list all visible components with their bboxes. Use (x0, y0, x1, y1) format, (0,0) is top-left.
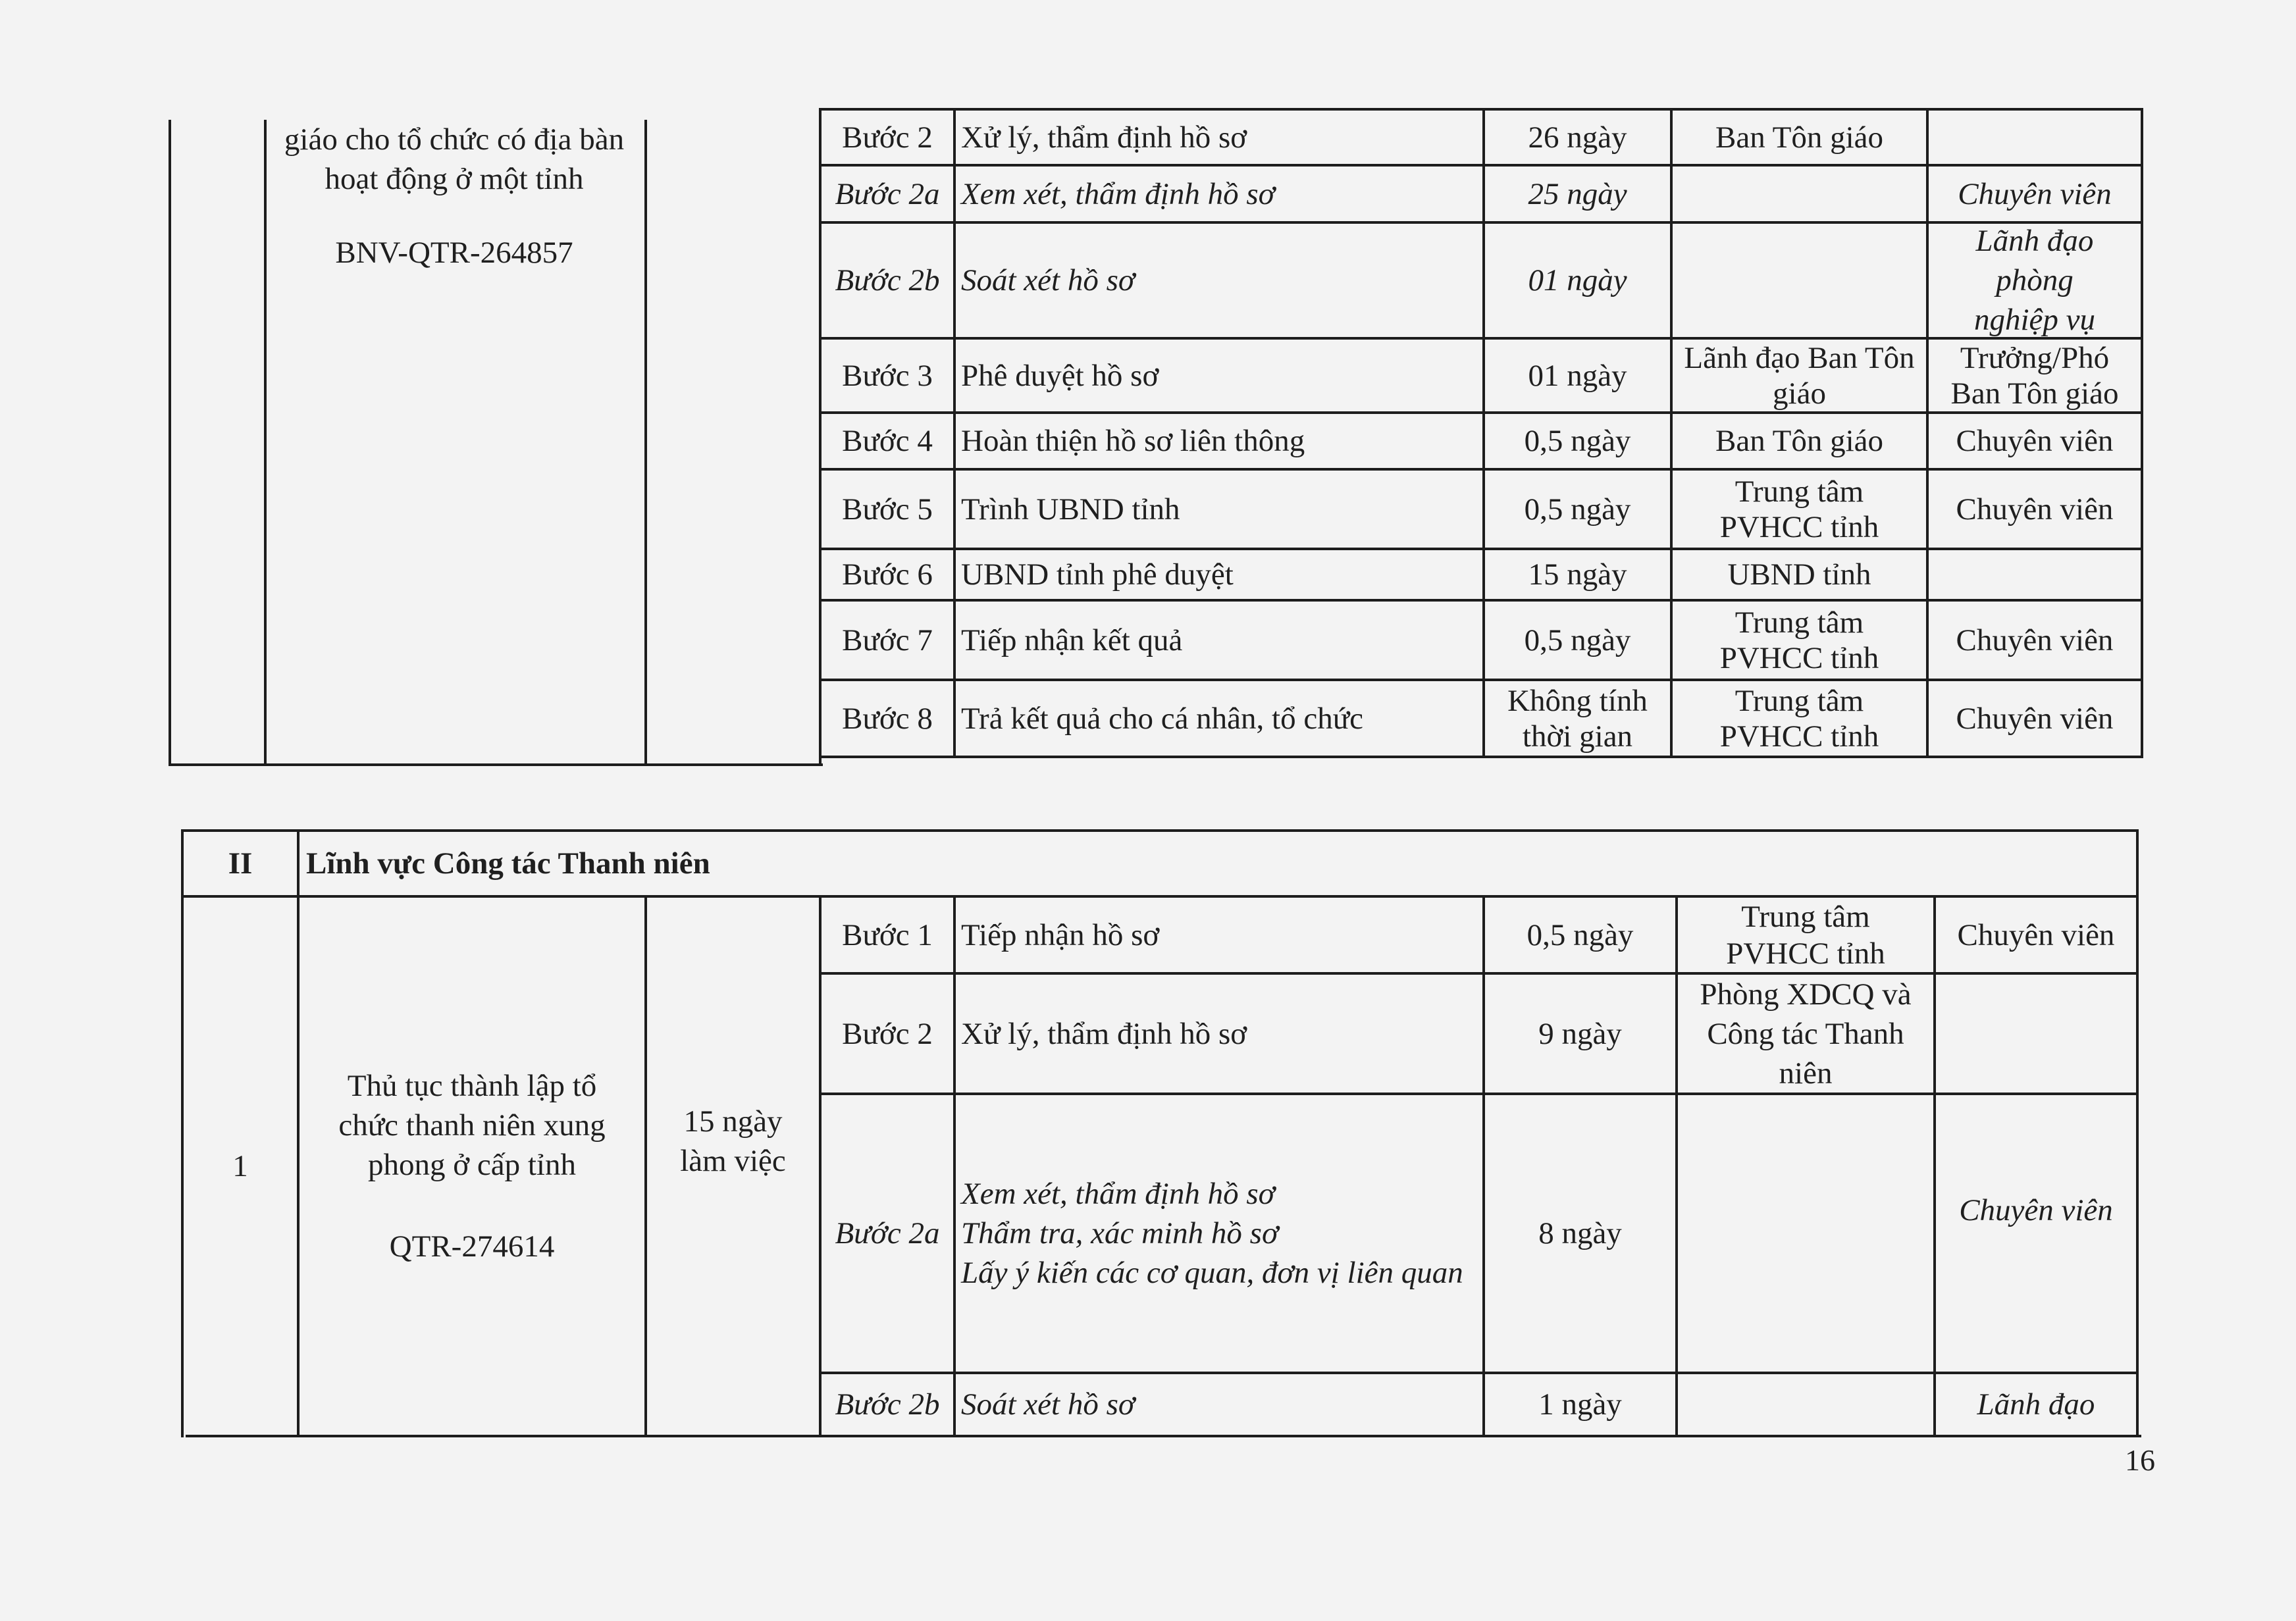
step-cell: Bước 2 (842, 120, 933, 155)
unit-cell: Lãnh đạo Ban Tôn giáo (1684, 340, 1915, 411)
task-cell: Xem xét, thẩm định hồ sơ (961, 176, 1275, 211)
unit-cell: Trung tâm PVHCC tỉnh (1726, 899, 1885, 971)
unit-cell (1678, 1374, 1933, 1435)
time-cell: 25 ngày (1528, 176, 1627, 211)
task-cell: Tiếp nhận kết quả (961, 623, 1183, 657)
task-cell: Xử lý, thẩm định hồ sơ (961, 1016, 1247, 1051)
person-cell: Chuyên viên (1958, 176, 2112, 211)
table-rule (186, 1435, 2141, 1437)
person-cell: Chuyên viên (1956, 701, 2114, 736)
person-cell (1929, 550, 2141, 599)
person-cell: Chuyên viên (1956, 492, 2114, 527)
time-cell: 01 ngày (1528, 263, 1627, 297)
task-cell: Hoàn thiện hồ sơ liên thông (961, 424, 1305, 458)
time-cell: 8 ngày (1538, 1216, 1622, 1250)
procedure-name-cell (300, 898, 644, 1435)
unit-cell: Trung tâm PVHCC tỉnh (1719, 605, 1879, 675)
time-cell: 0,5 ngày (1524, 623, 1631, 657)
time-cell: 9 ngày (1538, 1016, 1622, 1051)
unit-cell: Trung tâm PVHCC tỉnh (1719, 474, 1879, 544)
step-cell: Bước 3 (842, 358, 933, 393)
task-cell: Trình UBND tỉnh (961, 492, 1180, 527)
table-rule (644, 120, 647, 766)
step-cell: Bước 2 (842, 1016, 933, 1051)
duration-cell: 15 ngày làm việc (680, 1104, 786, 1178)
step-cell: Bước 2b (835, 1387, 940, 1422)
task-line: Lấy ý kiến các cơ quan, đơn vị liên quan (961, 1256, 1463, 1290)
time-cell: 0,5 ngày (1524, 424, 1631, 458)
procedure-name-line: giáo cho tổ chức có địa bàn (284, 122, 625, 157)
time-cell: Không tính thời gian (1507, 683, 1648, 754)
task-cell: Tiếp nhận hồ sơ (961, 917, 1160, 952)
step-cell: Bước 7 (842, 623, 933, 657)
step-cell: Bước 5 (842, 492, 933, 527)
person-cell: Chuyên viên (1957, 917, 2115, 952)
person-cell: Chuyên viên (1956, 424, 2114, 458)
step-cell: Bước 2a (835, 1216, 940, 1250)
table-rule (819, 756, 2141, 758)
procedure-name: Thủ tục thành lập tổ chức thanh niên xung phong ở cấp tỉnh (338, 1069, 606, 1182)
table-rule (169, 763, 823, 766)
person-cell: Lãnh đạo phòng nghiệp vụ (1973, 224, 2096, 337)
person-cell: Trưởng/Phó Ban Tôn giáo (1950, 340, 2119, 411)
procedure-name-line: hoạt động ở một tỉnh (325, 162, 584, 196)
unit-cell: Ban Tôn giáo (1715, 120, 1883, 155)
time-cell: 01 ngày (1528, 358, 1627, 393)
task-line: Thẩm tra, xác minh hồ sơ (961, 1216, 1279, 1250)
task-line: Xem xét, thẩm định hồ sơ (961, 1177, 1275, 1211)
table-rule (2136, 829, 2139, 1437)
task-cell: Soát xét hồ sơ (961, 263, 1135, 297)
step-cell: Bước 6 (842, 557, 933, 592)
time-cell: 15 ngày (1528, 557, 1627, 592)
unit-cell (1673, 167, 1926, 221)
time-cell: 26 ngày (1528, 120, 1627, 155)
step-cell: Bước 4 (842, 424, 933, 458)
row-number: 1 (232, 1149, 248, 1183)
person-cell (1929, 111, 2141, 164)
page-number: 16 (2125, 1443, 2155, 1477)
section-number: II (228, 846, 253, 881)
section-title: Lĩnh vực Công tác Thanh niên (306, 846, 710, 881)
person-cell (1936, 975, 2136, 1093)
unit-cell (1673, 224, 1926, 337)
procedure-name-cell (264, 120, 644, 291)
unit-cell: Phòng XDCQ và Công tác Thanh niên (1700, 977, 1912, 1091)
time-cell: 0,5 ngày (1526, 917, 1634, 952)
unit-cell: UBND tỉnh (1727, 557, 1871, 592)
time-cell: 0,5 ngày (1524, 492, 1631, 527)
task-cell: Phê duyệt hồ sơ (961, 358, 1159, 393)
unit-cell: Ban Tôn giáo (1715, 424, 1883, 458)
table-rule (169, 120, 171, 766)
time-cell: 1 ngày (1538, 1387, 1622, 1422)
unit-cell (1678, 1095, 1933, 1372)
person-cell: Lãnh đạo (1977, 1387, 2095, 1422)
task-cell: Soát xét hồ sơ (961, 1387, 1135, 1422)
task-cell: UBND tỉnh phê duyệt (961, 557, 1234, 592)
task-cell (956, 1095, 1482, 1372)
procedure-code: QTR-274614 (389, 1229, 555, 1264)
person-cell: Chuyên viên (1959, 1193, 2113, 1227)
unit-cell: Trung tâm PVHCC tỉnh (1719, 683, 1879, 754)
person-cell: Chuyên viên (1956, 623, 2114, 657)
procedure-code: BNV-QTR-264857 (335, 236, 573, 270)
task-cell: Trả kết quả cho cá nhân, tổ chức (961, 701, 1364, 736)
step-cell: Bước 2a (835, 176, 940, 211)
table-rule (2141, 108, 2143, 758)
step-cell: Bước 8 (842, 701, 933, 736)
task-cell: Xử lý, thẩm định hồ sơ (961, 120, 1247, 155)
step-cell: Bước 2b (835, 263, 940, 297)
step-cell: Bước 1 (842, 917, 933, 952)
